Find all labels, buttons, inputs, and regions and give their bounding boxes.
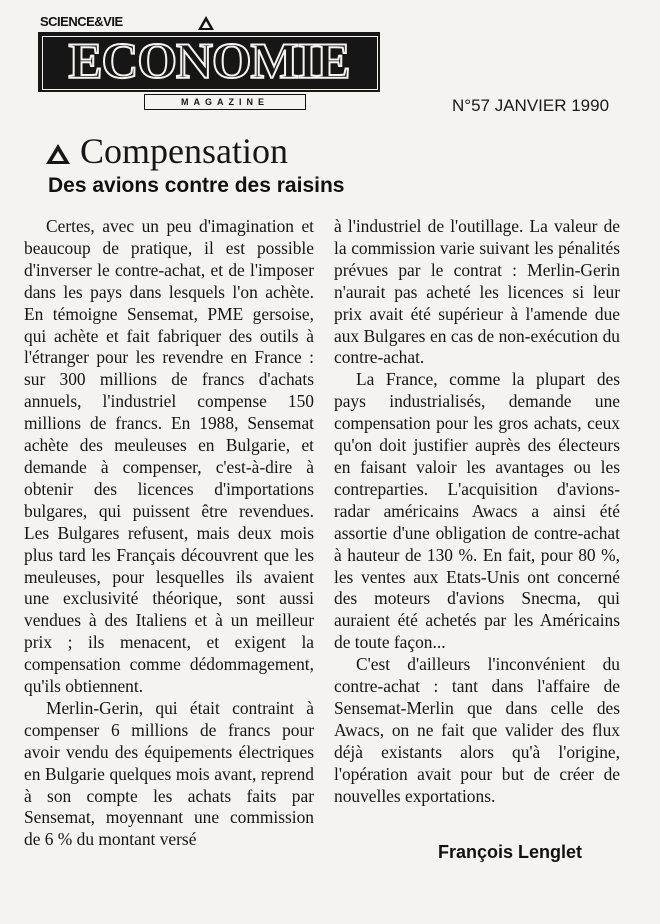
paragraph: Certes, avec un peu d'imagination et beaucoup de pratique, il est possible d'inverser le contre-achat, et de l'imposer dans les pays dans lesquels l'on achète. En témoigne Sensemat, PME gersoise, qui achète et fait fabriquer des outils à l'étranger pour les revendre en France : sur 300 millions de francs d'achats annuels, l'industriel compense 150 millions de francs. En 1988, Sensemat achète des meuleuses en Bulgarie, et demande à compenser, c'est-à-dire à obtenir des licences d'importations bulgares, qui puissent être revendues. Les Bulgares refusent, mais deux mois plus tard les Français découvrent que les meuleuses, pour lesquelles ils avaient une exclusivité théorique, sont aussi vendues à des Italiens et à un meilleur prix ; ils menacent, et exigent la compensation comme dédommagement, qu'ils obtiennent. [24,216,314,697]
masthead-subtitle: MAGAZINE [144,94,306,110]
masthead-title: ECONOMIE [68,34,350,90]
paragraph: La France, comme la plupart des pays industrialisés, demande une compensation pour les gros achats, ceux qu'on doit justifier auprès des électeurs en faisant valoir les avantages ou les contreparties. L'acquisition d'avions-radar américains Awacs a ainsi été assortie d'une obligation de contre-achat à hauteur de 130 %. En fait, pour 80 %, les ventes aux Etats-Unis ont concerné des moteurs d'avions Snecma, qui auraient été achetés par les Américains de toute façon... [334,369,620,653]
issue-info: N°57 JANVIER 1990 [452,96,610,115]
triangle-bullet-icon [46,144,70,164]
article-headline: Des avions contre des raisins [48,174,345,197]
masthead-kicker: SCIENCE&VIE [40,14,123,29]
paragraph: à l'industriel de l'outillage. La valeur de la commission varie suivant les pénalités prévues par le contrat : Merlin-Gerin n'aurait pas acheté les licences si leur prix avait été supérieur à l'amende due aux Bulgares en cas de non-exécution du contre-achat. [334,216,620,368]
article-column-left [24,216,314,851]
section-title: Compensation [80,131,288,171]
author-signature: François Lenglet [438,842,583,862]
logo-box [38,32,380,92]
article-column-right [334,216,620,807]
paragraph: Merlin-Gerin, qui était contraint à compenser 6 millions de francs pour avoir vendu des équipements électriques en Bulgarie quelques mois avant, reprend à son compte les achats faits par Sensemat, moyennant une commission de 6 % du montant versé [24,697,314,850]
masthead [38,14,380,110]
paragraph: C'est d'ailleurs l'inconvénient du contre-achat : tant dans l'affaire de Sensemat-Merlin que dans celle des Awacs, on ne fait que valider des flux déjà existants alors qu'à l'origine, l'opération avait pour but de créer de nouvelles exportations. [334,654,620,806]
triangle-logo-icon [198,16,214,30]
